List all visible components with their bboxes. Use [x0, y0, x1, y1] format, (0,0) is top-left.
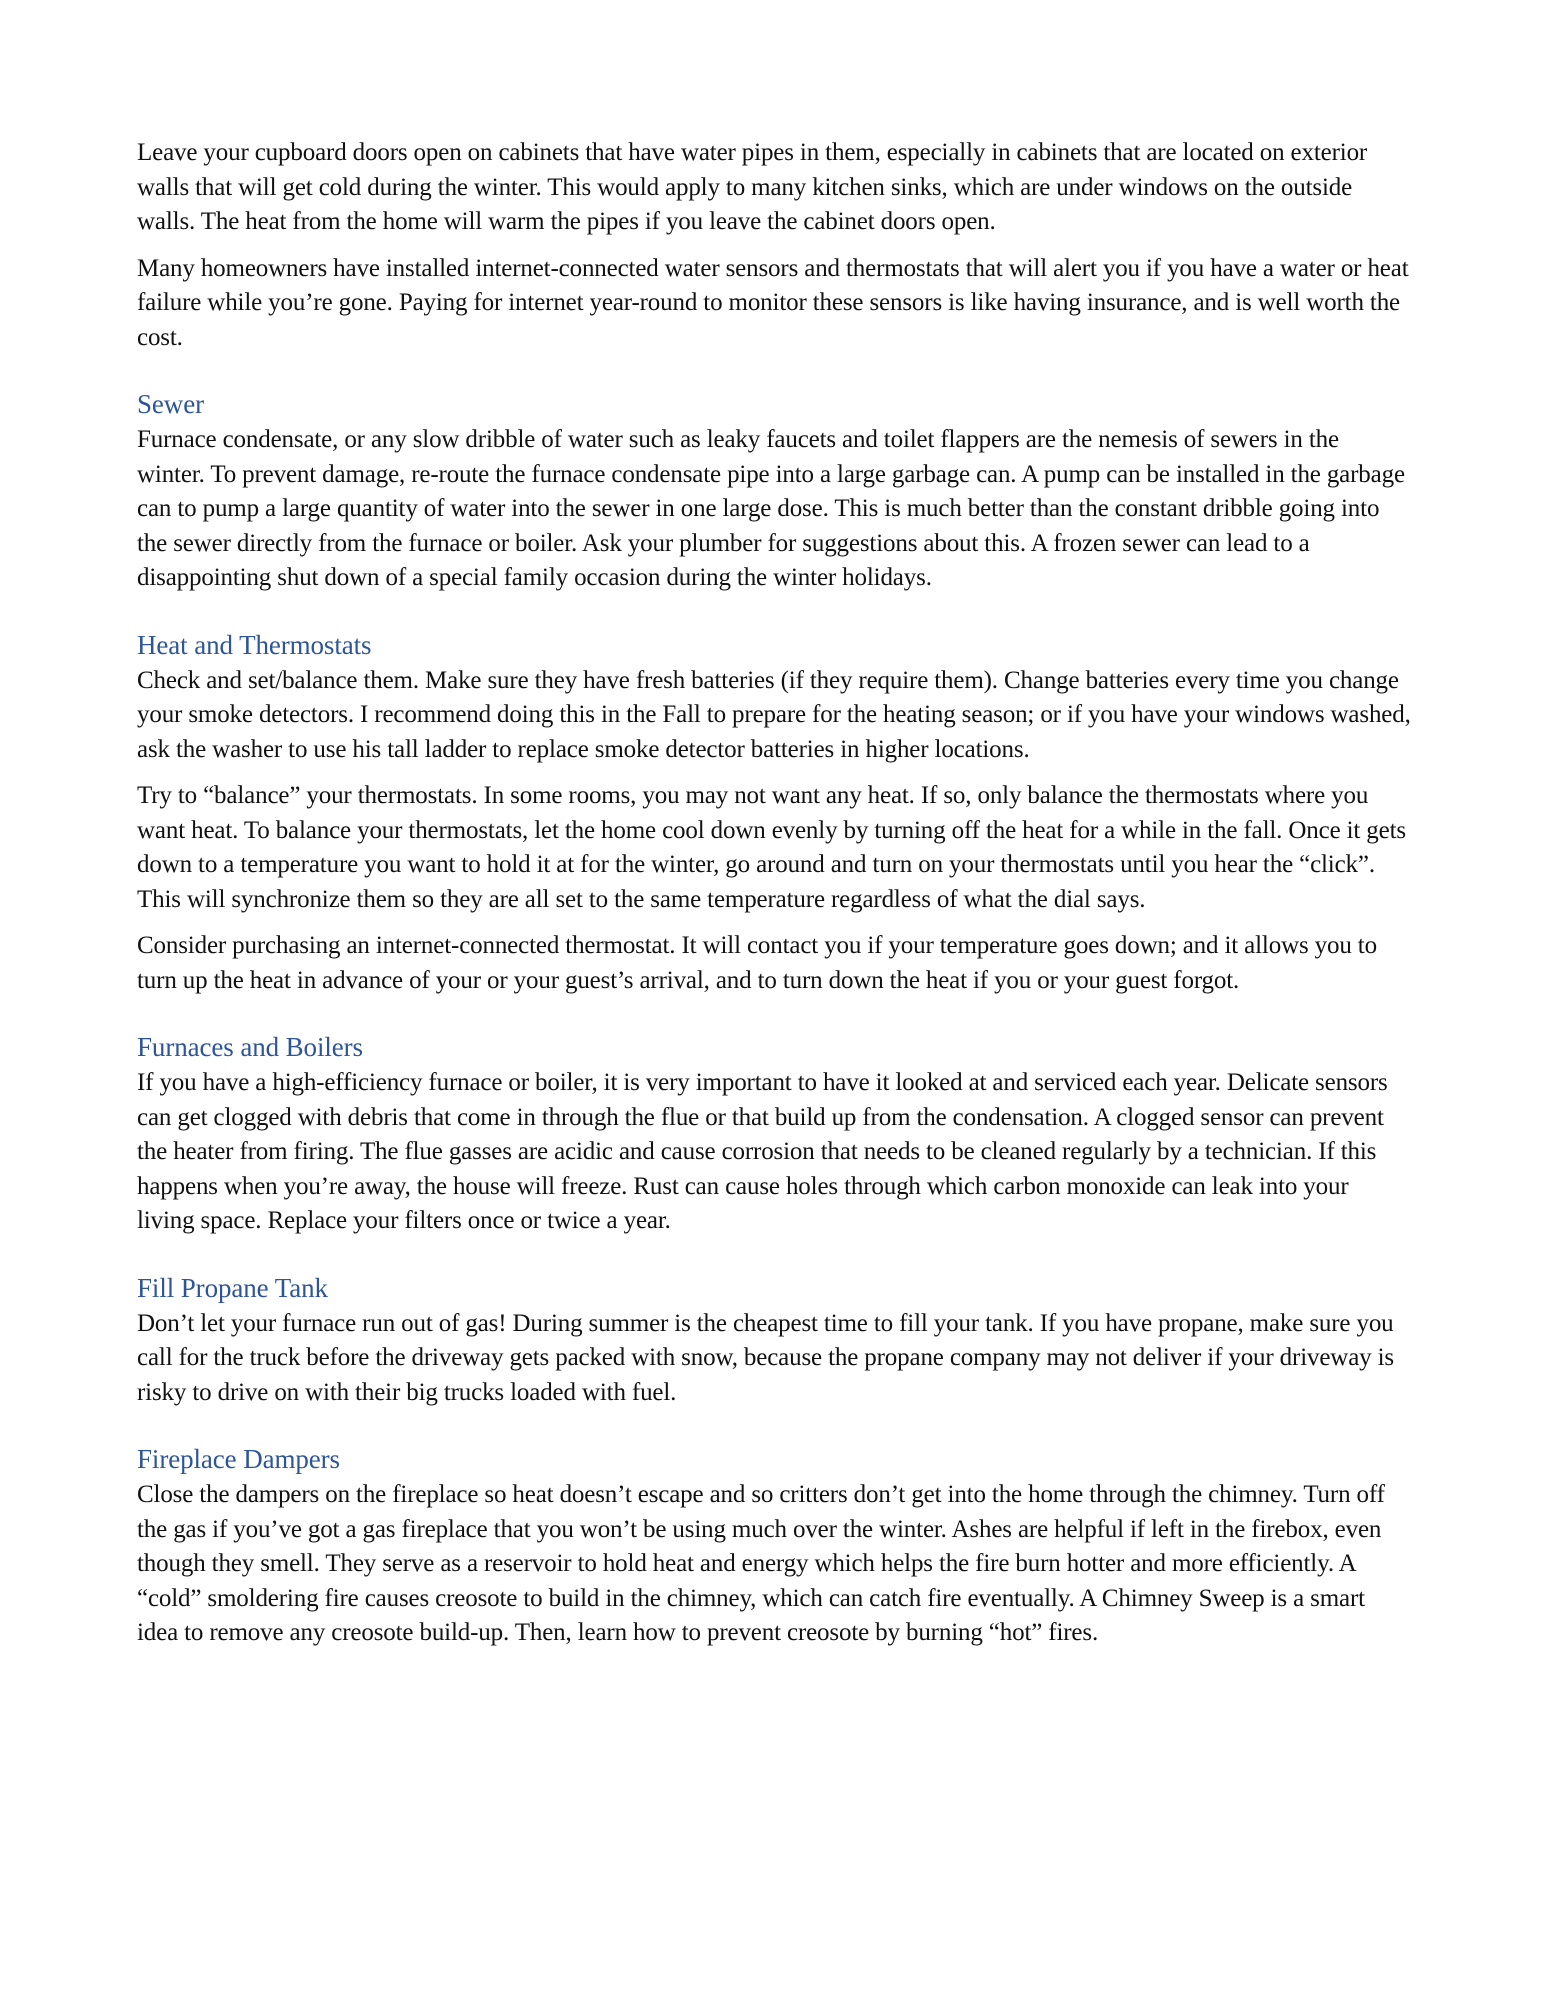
section-heading-sewer: Sewer: [137, 389, 204, 419]
heat-paragraph-balance: Try to “balance” your thermostats. In some rooms, you may not want any heat. If so, only balance the thermostats where you want heat. To balance your thermostats, let the home cool down evenly by turning off the heat for a while in the fall. Once it gets down to a temperature you want to hold it at for the winter, go around and turn on your thermostats until you hear the “click”. This will synchronize them so they are all set to the same temperature regardless of what the dial says.: [137, 782, 1406, 913]
heat-paragraph-internet-thermostat: Consider purchasing an internet-connected thermostat. It will contact you if your temperature goes down; and it allows you to turn up the heat in advance of your or your guest’s arrival, and to turn down the heat if you or your guest forgot.: [137, 932, 1377, 994]
section-furnaces-boilers: [137, 1030, 1412, 1239]
document-page: [137, 136, 1412, 1651]
propane-paragraph: Don’t let your furnace run out of gas! During summer is the cheapest time to fill your tank. If you have propane, make sure you call for the truck before the driveway gets packed with snow, because the propane company may not deliver if your driveway is risky to drive on with their big trucks loaded with fuel.: [137, 1309, 1394, 1406]
section-heat-thermostats: [137, 628, 1412, 999]
section-heading-heat-thermostats: Heat and Thermostats: [137, 629, 372, 660]
section-heading-fireplace-dampers: Fireplace Dampers: [137, 1444, 340, 1474]
section-heading-furnaces-boilers: Furnaces and Boilers: [137, 1032, 363, 1062]
fireplace-paragraph: Close the dampers on the fireplace so heat doesn’t escape and so critters don’t get into the home through the chimney. Turn off the gas if you’ve got a gas fireplace that you won’t be using much over the winter. Ashes are helpful if left in the firebox, even though they smell. They serve as a reservoir to hold heat and energy which helps the fire burn hotter and more efficiently. A “cold” smoldering fire causes creosote to build in the chimney, which can catch fire eventually. A Chimney Sweep is a smart idea to remove any creosote build-up. Then, learn how to prevent creosote by burning “hot” fires.: [137, 1481, 1385, 1646]
sewer-paragraph: Furnace condensate, or any slow dribble of water such as leaky faucets and toilet flappers are the nemesis of sewers in the winter. To prevent damage, re-route the furnace condensate pipe into a large garbage can. A pump can be installed in the garbage can to pump a large quantity of water into the sewer in one large dose. This is much better than the constant dribble going into the sewer directly from the furnace or boiler. Ask your plumber for suggestions about this. A frozen sewer can lead to a disappointing shut down of a special family occasion during the winter holidays.: [137, 426, 1405, 591]
section-sewer: [137, 387, 1412, 596]
section-propane-tank: [137, 1271, 1412, 1411]
intro-paragraph-cupboard: Leave your cupboard doors open on cabinets that have water pipes in them, especially in cabinets that are located on exterior walls that will get cold during the winter. This would apply to many kitchen sinks, which are under windows on the outside walls. The heat from the home will warm the pipes if you leave the cabinet doors open.: [137, 139, 1368, 235]
section-fireplace-dampers: [137, 1442, 1412, 1651]
furnaces-paragraph: If you have a high-efficiency furnace or boiler, it is very important to have it looked at and serviced each year. Delicate sensors can get clogged with debris that come in through the flue or that build up from the condensation. A clogged sensor can prevent the heater from firing. The flue gasses are acidic and cause corrosion that needs to be cleaned regularly by a technician. If this happens when you’re away, the house will freeze. Rust can cause holes through which carbon monoxide can leak into your living space. Replace your filters once or twice a year.: [137, 1069, 1388, 1234]
intro-section: [137, 136, 1412, 355]
section-heading-propane-tank: Fill Propane Tank: [137, 1272, 328, 1303]
heat-paragraph-batteries: Check and set/balance them. Make sure they have fresh batteries (if they require them). Change batteries every time you change your smoke detectors. I recommend doing this in the Fall to prepare for the heating season; or if you have your windows washed, ask the washer to use his tall ladder to replace smoke detector batteries in higher locations.: [137, 666, 1411, 763]
intro-paragraph-sensors: Many homeowners have installed internet-connected water sensors and thermostats that will alert you if you have a water or heat failure while you’re gone. Paying for internet year-round to monitor these sensors is like having insurance, and is well worth the cost.: [137, 254, 1409, 351]
